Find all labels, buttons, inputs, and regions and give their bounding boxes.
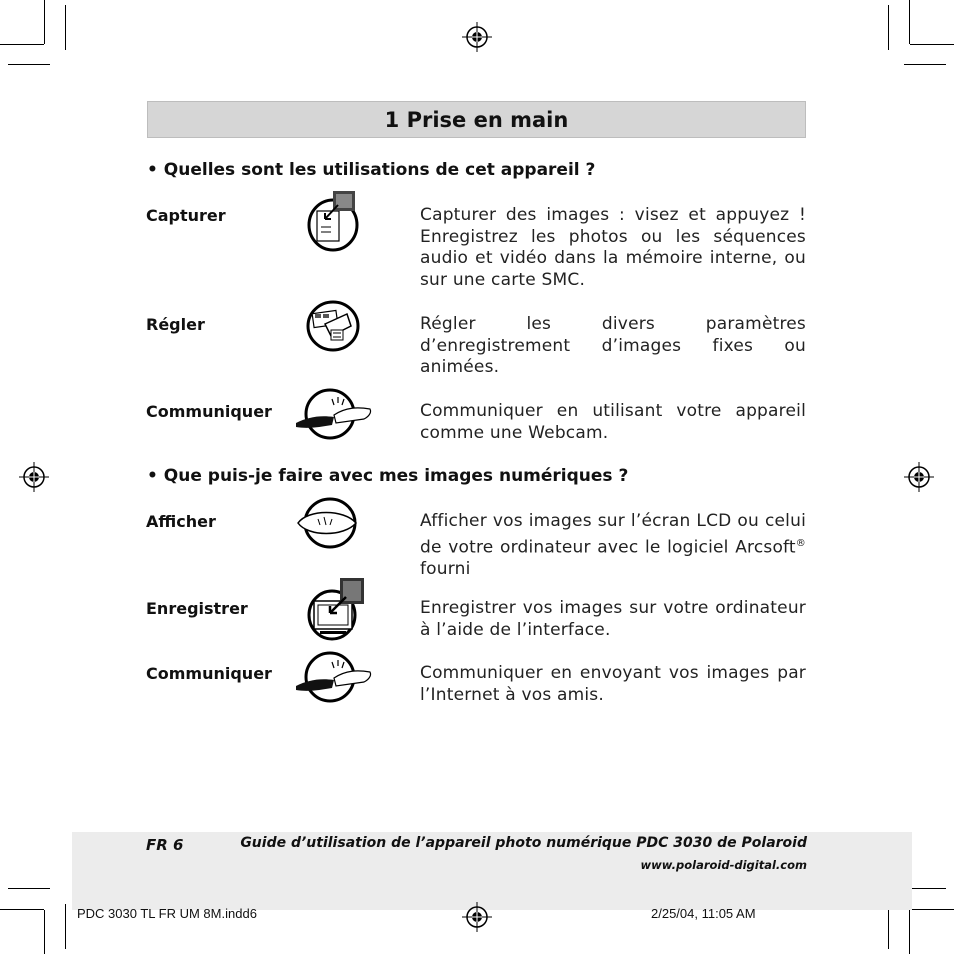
settings-icon bbox=[305, 300, 361, 352]
slug-filename bbox=[77, 906, 257, 921]
communicate-icon bbox=[294, 387, 374, 441]
item-label-regler: Régler bbox=[146, 315, 205, 334]
item-desc-afficher-text: Afficher vos images sur l’écran LCD ou celui de votre ordinateur avec le logiciel Arcsoft bbox=[420, 511, 806, 558]
item-label-afficher: Afficher bbox=[146, 512, 216, 531]
item-desc-capturer: Capturer des images : visez et appuyez ! Enregistrez les photos ou les séquences audio et vidéo dans la mémoire interne, ou sur une carte SMC. bbox=[420, 205, 806, 290]
registration-mark-icon bbox=[904, 462, 934, 492]
item-desc-regler: Régler les divers paramètres d’enregistrement d’images fixes ou animées. bbox=[420, 314, 806, 377]
slug-date: 2/25/04, 11:05 AM bbox=[651, 906, 756, 921]
footer-url: www.polaroid-digital.com bbox=[640, 858, 807, 872]
item-label-enregistrer: Enregistrer bbox=[146, 599, 248, 618]
item-label-capturer: Capturer bbox=[146, 206, 226, 225]
item-desc-afficher-tail: fourni bbox=[420, 558, 471, 579]
item-desc-enregistrer: Enregistrer vos images sur votre ordinateur à l’aide de l’interface. bbox=[420, 598, 806, 640]
item-desc-communiquer-1: Communiquer en utilisant votre appareil comme une Webcam. bbox=[420, 401, 806, 443]
registration-mark-icon bbox=[462, 22, 492, 52]
section-heading-uses: • Quelles sont les utilisations de cet appareil ? bbox=[147, 160, 596, 180]
registration-mark-icon bbox=[462, 902, 492, 932]
chapter-title: 1 Prise en main bbox=[384, 107, 569, 132]
chapter-title-bar bbox=[147, 101, 806, 138]
item-label-communiquer-2: Communiquer bbox=[146, 664, 272, 683]
slug-page: 6 bbox=[249, 906, 257, 921]
capture-icon bbox=[305, 189, 361, 253]
section-heading-images: • Que puis-je faire avec mes images numériques ? bbox=[147, 466, 629, 486]
item-label-communiquer-1: Communiquer bbox=[146, 402, 272, 421]
page-number: FR 6 bbox=[146, 836, 184, 854]
registered-mark: ® bbox=[795, 537, 806, 549]
save-to-computer-icon bbox=[306, 577, 366, 641]
communicate-icon bbox=[294, 650, 374, 704]
item-desc-afficher bbox=[420, 511, 806, 580]
footer-guide-title: Guide d’utilisation de l’appareil photo numérique PDC 3030 de Polaroid bbox=[240, 835, 807, 851]
item-desc-communiquer-2: Communiquer en envoyant vos images par l’Internet à vos amis. bbox=[420, 663, 806, 705]
registration-mark-icon bbox=[19, 462, 49, 492]
display-icon bbox=[294, 497, 358, 549]
slug-file: PDC 3030 TL FR UM 8M.indd bbox=[77, 906, 250, 921]
